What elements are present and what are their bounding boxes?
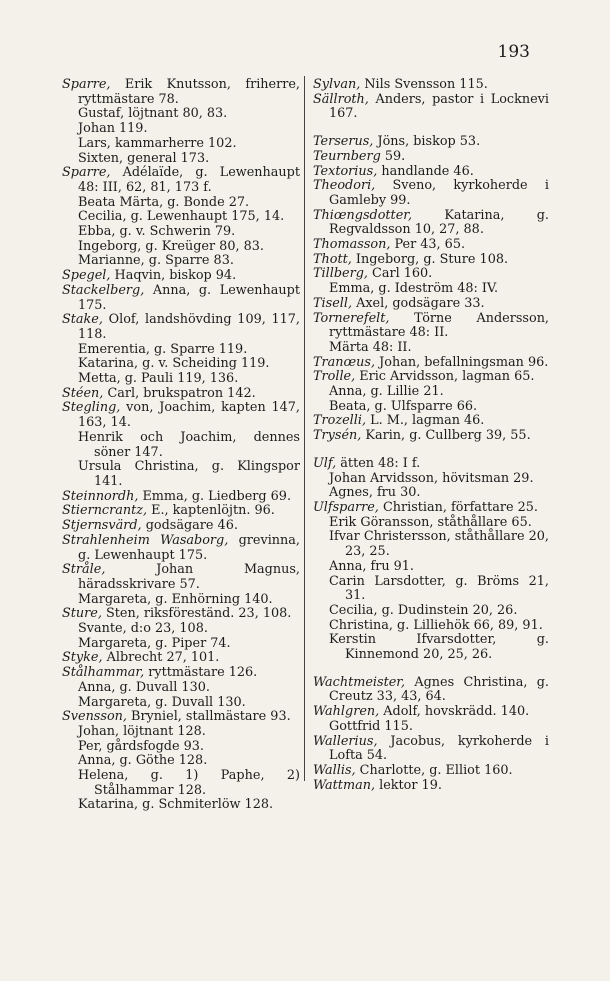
index-entry	[62, 78, 300, 107]
entry-surname: Wallerius,	[313, 733, 378, 749]
index-subentry: Lars, kammarherre 102.	[78, 135, 237, 151]
index-column-left	[62, 78, 300, 813]
entry-surname: Stråle,	[62, 562, 106, 578]
entry-surname: Theodori,	[313, 178, 376, 194]
entry-details: grevinna, g. Lewenhaupt 175.	[78, 532, 300, 563]
entry-surname: Tillberg,	[313, 266, 368, 282]
index-entry	[62, 166, 300, 195]
index-entry	[62, 534, 300, 563]
index-column-right	[313, 78, 549, 793]
index-entry	[62, 651, 300, 666]
index-subentry: Johan 119.	[78, 121, 148, 137]
entry-surname: Stéen,	[62, 385, 104, 401]
index-subentry: Metta, g. Pauli 119, 136.	[78, 371, 239, 387]
index-entry	[313, 429, 549, 444]
entry-details: Nils Svensson 115.	[360, 77, 488, 92]
index-entry	[313, 414, 549, 429]
entry-surname: Trysén,	[313, 428, 362, 444]
index-subentry: Johan, löjtnant 128.	[78, 723, 206, 739]
index-entry	[313, 78, 549, 93]
index-entry	[62, 607, 300, 622]
entry-details: Adolf, hovskrädd. 140.	[379, 704, 530, 720]
entry-details: Carl 160.	[367, 266, 433, 282]
entry-details: Ingeborg, g. Sture 108.	[351, 251, 509, 267]
index-entry	[62, 387, 300, 402]
entry-details: Albrecht 27, 101.	[102, 650, 220, 666]
entry-surname: Stake,	[62, 312, 103, 328]
entry-details: Jacobus, kyrkoherde i Lofta 54.	[329, 733, 549, 764]
entry-details: 59.	[380, 148, 406, 164]
index-subentry: Katarina, g. Schmiterlöw 128.	[78, 797, 274, 813]
index-entry	[62, 666, 300, 681]
index-entry	[313, 370, 549, 385]
entry-surname: Stierncrantz,	[62, 503, 148, 519]
index-subentry: Katarina, g. v. Scheiding 119.	[78, 356, 270, 372]
entry-surname: Thiœngsdotter,	[313, 207, 413, 223]
index-entry	[62, 313, 300, 342]
index-subentry: Erik Göransson, ståthållare 65.	[329, 514, 532, 530]
entry-surname: Strahlenheim Wasaborg,	[62, 532, 229, 548]
index-subentry: Gottfrid 115.	[329, 718, 413, 734]
entry-details: ätten 48: I f.	[336, 455, 421, 471]
index-entry	[313, 779, 549, 794]
index-entry	[62, 490, 300, 505]
entry-surname: Textorius,	[313, 163, 378, 179]
entry-surname: Ulf,	[313, 455, 337, 471]
entry-details: ryttmästare 126.	[144, 665, 258, 681]
entry-surname: Sylvan,	[313, 77, 361, 92]
entry-details: Sten, riksföreständ. 23, 108.	[101, 606, 292, 622]
entry-surname: Spegel,	[62, 268, 111, 284]
entry-surname: Stackelberg,	[62, 282, 145, 298]
index-subentry: Johan Arvidsson, hövitsman 29.	[329, 470, 534, 486]
index-subentry: Marianne, g. Sparre 83.	[78, 253, 234, 269]
entry-surname: Steinnordh,	[62, 488, 139, 504]
entry-details: E., kaptenlöjtn. 96.	[147, 503, 275, 519]
index-subentry: Anna, g. Göthe 128.	[78, 753, 208, 769]
entry-surname: Trolle,	[313, 369, 356, 385]
index-subentry: Sixten, general 173.	[78, 150, 210, 166]
entry-details: godsägare 46.	[141, 518, 238, 534]
entry-details: Törne Andersson, ryttmästare 48: II.	[329, 310, 549, 341]
index-entry	[62, 284, 300, 313]
entry-surname: Sparre,	[62, 77, 111, 92]
entry-details: Agnes Christina, g. Creutz 33, 43, 64.	[329, 674, 549, 705]
entry-details: lektor 19.	[375, 777, 442, 793]
index-subentry: Anna, g. Lillie 21.	[329, 384, 444, 400]
column-divider	[304, 76, 305, 781]
entry-details: Emma, g. Liedberg 69.	[138, 488, 292, 504]
index-entry	[313, 135, 549, 150]
entry-surname: Tisell,	[313, 295, 353, 311]
entry-surname: Tornerefelt,	[313, 310, 390, 326]
entry-details: handlande 46.	[377, 163, 474, 179]
index-subentry: Agnes, fru 30.	[329, 485, 421, 501]
index-entry	[313, 457, 549, 472]
entry-details: Bryniel, stallmästare 93.	[126, 709, 291, 725]
index-entry	[62, 710, 300, 725]
index-subentry: Cecilia, g. Lewenhaupt 175, 14.	[78, 209, 285, 225]
entry-surname: Styke,	[62, 650, 103, 666]
page-number: 193	[497, 42, 530, 62]
entry-details: Carl, brukspatron 142.	[103, 385, 256, 401]
entry-surname: Sparre,	[62, 165, 111, 181]
entry-details: Katarina, g. Regvaldsson 10, 27, 88.	[329, 207, 549, 238]
index-subentry: Margareta, g. Duvall 130.	[78, 694, 246, 710]
index-subentry: Per, gårdsfogde 93.	[78, 738, 204, 754]
entry-details: Anders, pastor i Locknevi 167.	[329, 91, 549, 122]
index-subentry: Beata, g. Ulfsparre 66.	[329, 398, 478, 414]
index-entry	[62, 269, 300, 284]
index-entry	[313, 238, 549, 253]
index-subentry: Ebba, g. v. Schwerin 79.	[78, 224, 236, 240]
index-entry	[313, 209, 549, 238]
entry-details: Eric Arvidsson, lagman 65.	[355, 369, 535, 385]
entry-details: Johan Magnus, häradsskrivare 57.	[78, 562, 300, 592]
index-subentry: Margareta, g. Piper 74.	[78, 635, 231, 651]
index-subentry: Ingeborg, g. Kreüger 80, 83.	[78, 238, 264, 254]
entry-details: Sveno, kyrkoherde i Gamleby 99.	[329, 178, 549, 208]
entry-details: Christian, författare 25.	[378, 499, 538, 515]
index-entry	[62, 563, 300, 592]
index-subentry: Emma, g. Ideström 48: IV.	[329, 281, 499, 297]
index-subentry: Gustaf, löjtnant 80, 83.	[78, 106, 228, 122]
index-subentry: Helena, g. 1) Paphe, 2) Stålhammar 128.	[78, 768, 300, 798]
index-subentry: Ifvar Christersson, ståthållare 20, 23, 25.	[329, 529, 549, 560]
entry-details: Erik Knutsson, friherre, ryttmästare 78.	[78, 77, 300, 107]
entry-details: Axel, godsägare 33.	[352, 295, 485, 311]
index-entry	[313, 253, 549, 268]
index-entry	[313, 764, 549, 779]
index-subentry: Margareta, g. Enhörning 140.	[78, 591, 273, 607]
entry-details: Karin, g. Cullberg 39, 55.	[361, 428, 531, 444]
entry-details: Anna, g. Lewenhaupt 175.	[78, 282, 300, 313]
entry-surname: Tranœus,	[313, 354, 376, 370]
index-entry	[62, 401, 300, 430]
index-subentry: Henrik och Joachim, dennes söner 147.	[78, 429, 300, 460]
index-entry	[313, 93, 549, 122]
index-entry	[313, 267, 549, 282]
entry-surname: Sture,	[62, 606, 102, 622]
index-subentry: Cecilia, g. Dudinstein 20, 26.	[329, 602, 518, 618]
index-subentry: Ursula Christina, g. Klingspor 141.	[78, 459, 300, 489]
entry-details: Per 43, 65.	[390, 237, 466, 253]
entry-surname: Wahlgren,	[313, 704, 380, 720]
index-subentry: Anna, g. Duvall 130.	[78, 679, 210, 695]
index-subentry: Christina, g. Lilliehök 66, 89, 91.	[329, 617, 543, 633]
index-entry	[313, 735, 549, 764]
index-subentry: Emerentia, g. Sparre 119.	[78, 341, 248, 357]
entry-details: Haqvin, biskop 94.	[110, 268, 237, 284]
index-entry	[313, 297, 549, 312]
index-entry	[313, 165, 549, 180]
entry-details: L. M., lagman 46.	[366, 413, 485, 429]
entry-details: Adélaïde, g. Lewenhaupt 48: III, 62, 81, 173 f.	[78, 165, 300, 195]
entry-details: von, Joachim, kapten 147, 163, 14.	[78, 400, 300, 431]
entry-surname: Wattman,	[313, 777, 376, 793]
index-entry	[62, 504, 300, 519]
index-entry	[313, 501, 549, 516]
index-entry	[313, 676, 549, 705]
index-entry	[313, 179, 549, 208]
entry-surname: Sällroth,	[313, 91, 369, 107]
index-subentry: Anna, fru 91.	[329, 558, 415, 574]
index-entry	[313, 356, 549, 371]
entry-surname: Stålhammar,	[62, 665, 145, 681]
entry-surname: Thomasson,	[313, 237, 391, 253]
entry-details: Charlotte, g. Elliot 160.	[355, 762, 513, 778]
index-subentry: Märta 48: II.	[329, 339, 412, 355]
entry-details: Johan, befallningsman 96.	[375, 354, 549, 370]
entry-surname: Thott,	[313, 251, 352, 267]
index-subentry: Kerstin Ifvarsdotter, g. Kinnemond 20, 25, 26.	[329, 632, 549, 663]
entry-surname: Trozelli,	[313, 413, 367, 429]
entry-surname: Teurnberg	[313, 148, 381, 164]
entry-surname: Terserus,	[313, 134, 374, 150]
entry-details: Olof, landshövding 109, 117, 118.	[78, 312, 300, 342]
entry-surname: Stjernsvärd,	[62, 518, 142, 534]
entry-surname: Ulfsparre,	[313, 499, 379, 515]
entry-surname: Svensson,	[62, 709, 127, 725]
index-subentry: Svante, d:o 23, 108.	[78, 621, 208, 637]
index-entry	[62, 519, 300, 534]
entry-surname: Wallis,	[313, 762, 356, 778]
entry-surname: Stegling,	[62, 400, 121, 416]
entry-details: Jöns, biskop 53.	[373, 134, 481, 150]
index-entry	[313, 705, 549, 720]
index-subentry: Carin Larsdotter, g. Bröms 21, 31.	[329, 573, 549, 604]
index-entry	[313, 150, 549, 165]
entry-surname: Wachtmeister,	[313, 674, 406, 690]
index-subentry: Beata Märta, g. Bonde 27.	[78, 194, 250, 210]
index-entry	[313, 312, 549, 341]
